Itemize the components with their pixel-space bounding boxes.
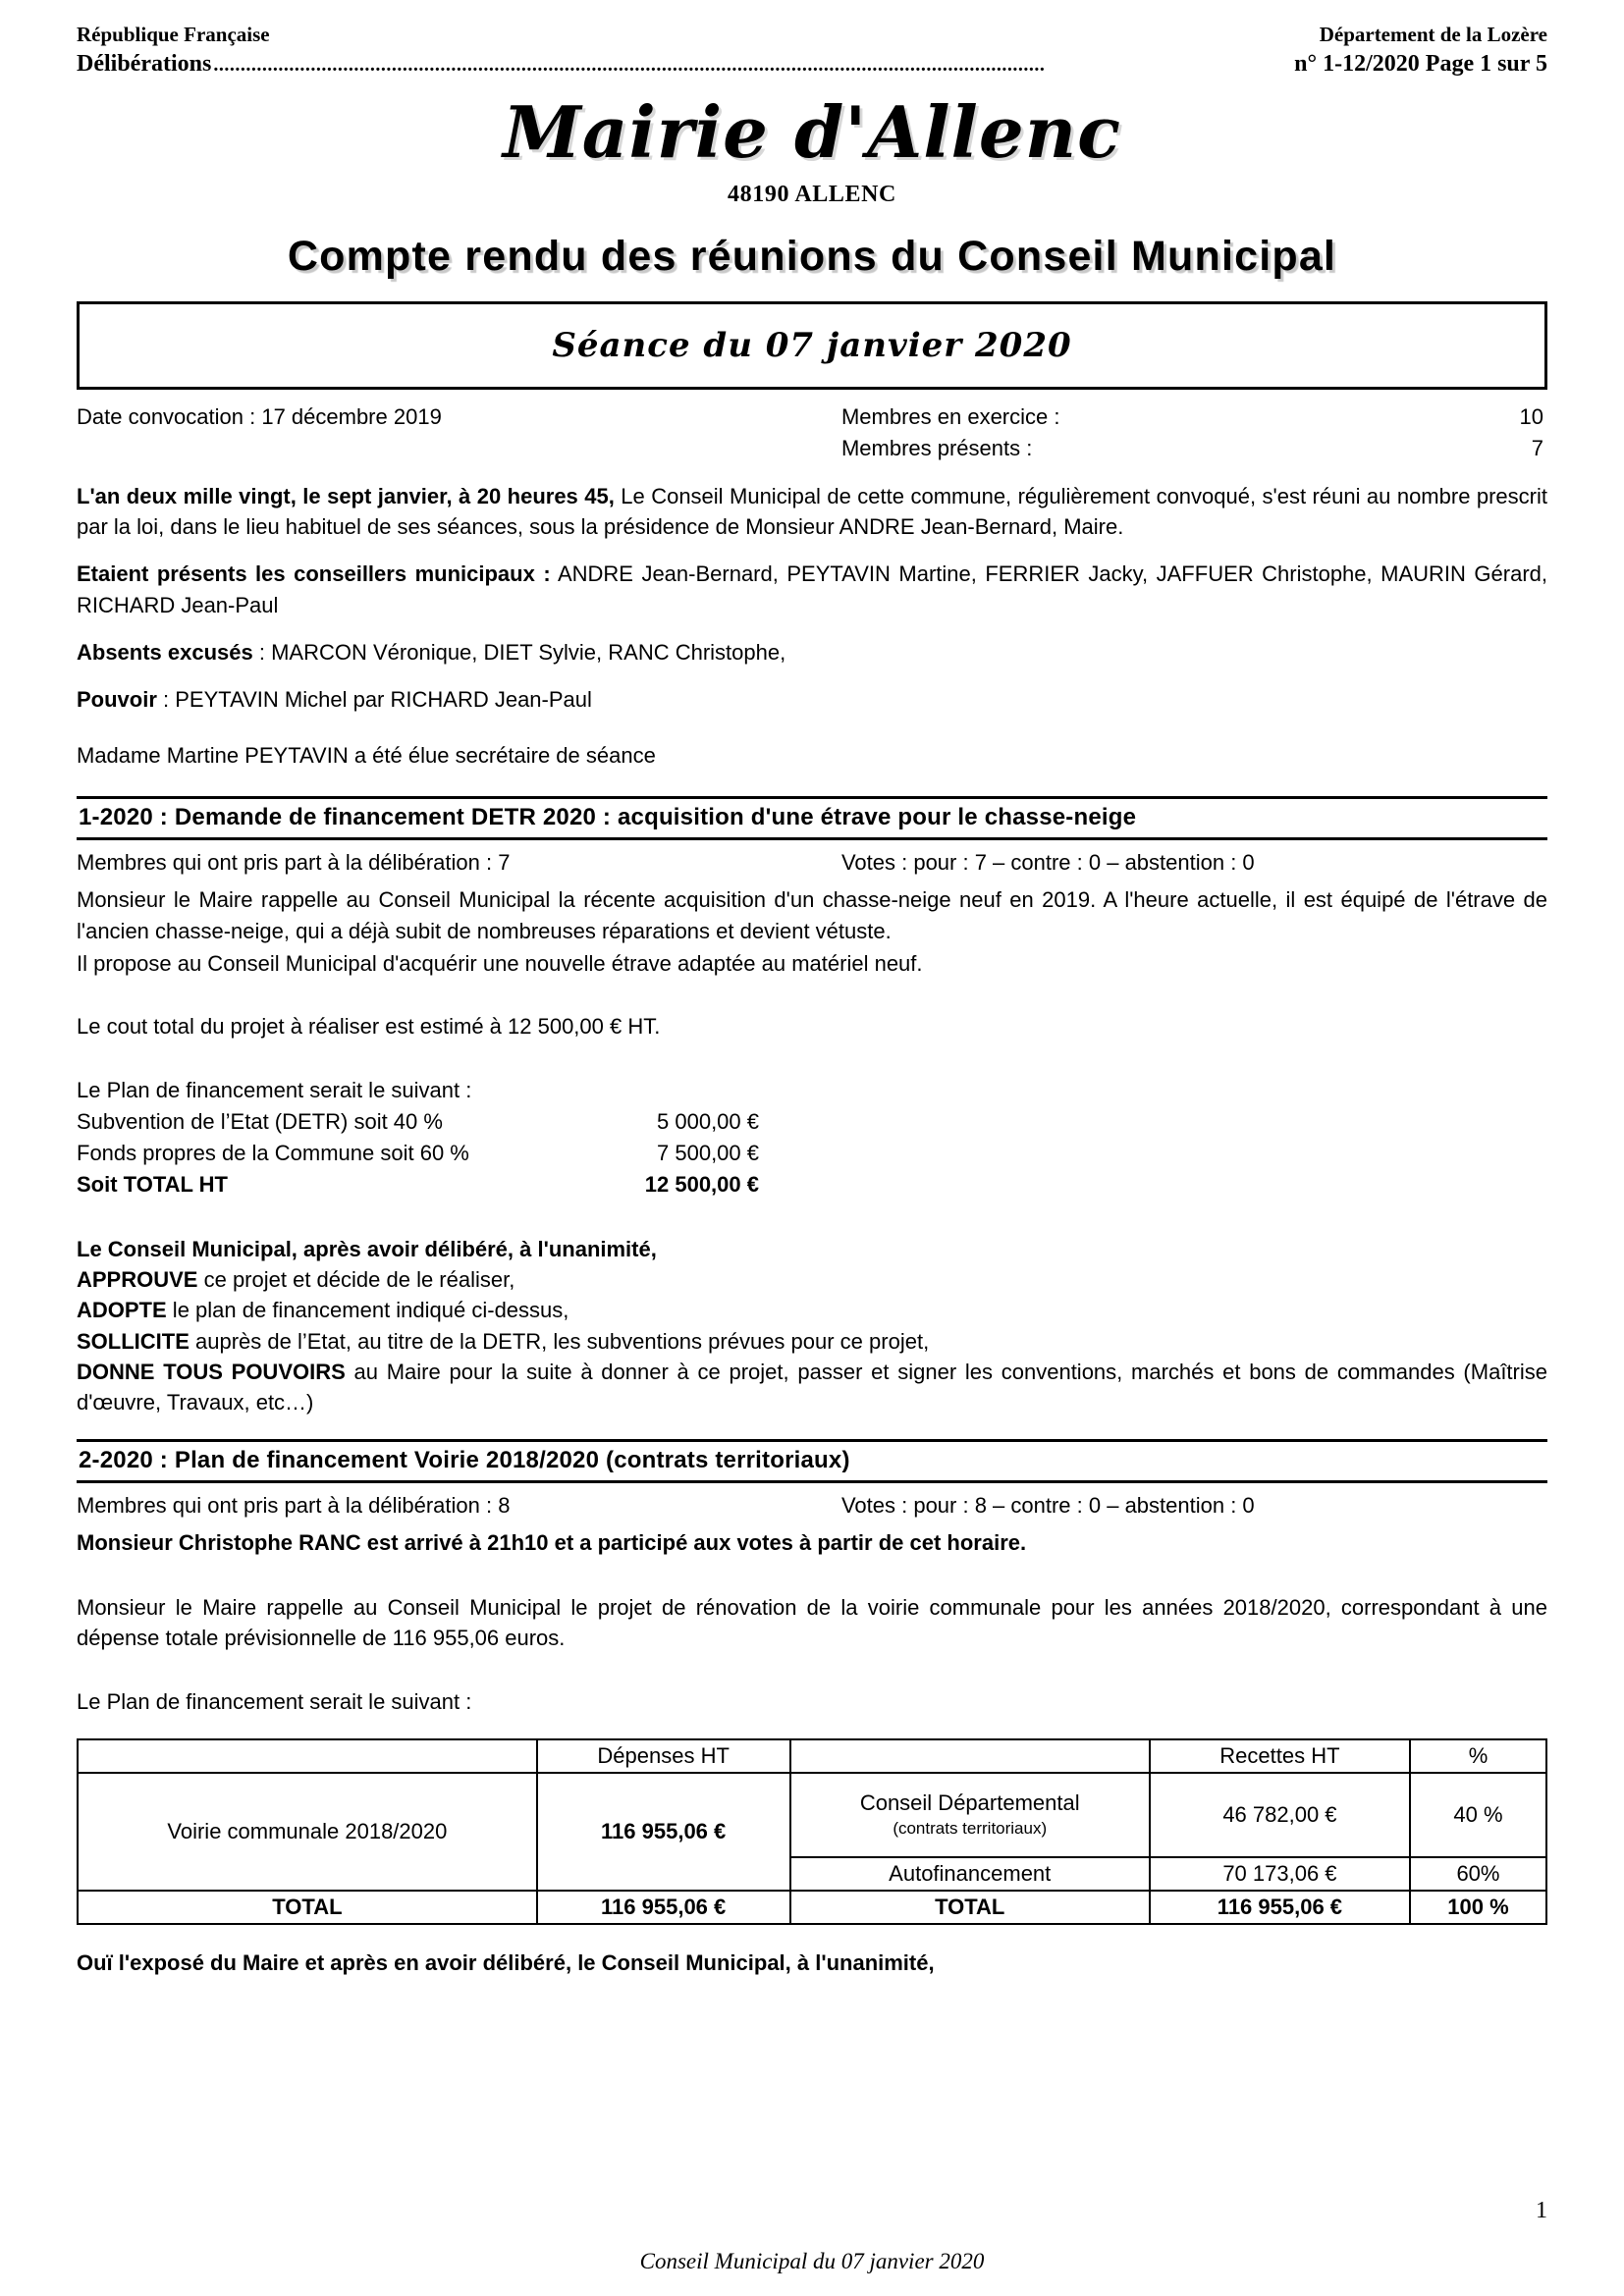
deliberation-1-heading: 1-2020 : Demande de financement DETR 2020 : acquisition d'une étrave pour le chasse-neige bbox=[77, 796, 1547, 840]
opening-paragraph bbox=[77, 481, 1547, 542]
decision-item bbox=[77, 1295, 1547, 1325]
members-present-paragraph bbox=[77, 559, 1547, 619]
decision-text: auprès de l’Etat, au titre de la DETR, les subventions prévues pour ce projet, bbox=[189, 1328, 930, 1354]
members-present-label: Membres présents : bbox=[840, 435, 1033, 460]
members-present-names: ANDRE Jean-Bernard, PEYTAVIN Martine, FERRIER Jacky, JAFFUER Christophe, MAURIN Gérard, RICHARD Jean-Paul bbox=[77, 561, 1547, 617]
finance-row-total bbox=[77, 1169, 1547, 1201]
decision-text: le plan de financement indiqué ci-dessus, bbox=[166, 1298, 569, 1323]
convocation-block bbox=[77, 401, 1547, 464]
finance-row-label: Fonds propres de la Commune soit 60 % bbox=[77, 1141, 469, 1166]
decision-text: au Maire pour la suite à donner à ce projet, passer et signer les conventions, marchés et bons de commandes (Maîtrise d'œuvre, Travaux, etc…) bbox=[77, 1359, 1547, 1415]
header-department-label: Département de la Lozère bbox=[1319, 23, 1547, 46]
seance-box bbox=[77, 301, 1547, 390]
deliberation-1-cost: Le cout total du projet à réaliser est estimé à 12 500,00 € HT. bbox=[77, 1014, 661, 1040]
deliberation-2-votes: Votes : pour : 8 – contre : 0 – abstention : 0 bbox=[840, 1493, 1255, 1519]
page-number: 1 bbox=[1536, 2198, 1547, 2223]
seance-date-title: Séance du 07 janvier 2020 bbox=[552, 326, 1072, 366]
finance-row-amount: 5 000,00 € bbox=[657, 1109, 759, 1135]
decision-item bbox=[77, 1264, 1547, 1295]
table-total-expense-amount: 116 955,06 € bbox=[537, 1891, 790, 1924]
members-present-heading: Etaient présents les conseillers municipaux : bbox=[77, 561, 551, 587]
table-cell-receipt-amount: 46 782,00 € bbox=[1150, 1773, 1410, 1857]
deliberation-1-paragraph-2: Il propose au Conseil Municipal d'acquérir une nouvelle étrave adaptée au matériel neuf. bbox=[77, 950, 923, 976]
decision-keyword: DONNE TOUS POUVOIRS bbox=[77, 1359, 346, 1384]
postal-code-city: 48190 ALLENC bbox=[728, 182, 896, 208]
deliberation-1-votes: Votes : pour : 7 – contre : 0 – abstention : 0 bbox=[840, 850, 1255, 876]
header-reference-number: n° 1-12/2020 Page 1 sur 5 bbox=[1294, 51, 1547, 78]
secretary-paragraph: Madame Martine PEYTAVIN a été élue secrétaire de séance bbox=[77, 743, 656, 769]
members-in-office-label: Membres en exercice : bbox=[840, 404, 1060, 430]
table-row bbox=[78, 1773, 1546, 1857]
power-heading: Pouvoir bbox=[77, 687, 157, 713]
table-cell-expense-label: Voirie communale 2018/2020 bbox=[78, 1773, 537, 1891]
opening-paragraph-body: Le Conseil Municipal de cette commune, régulièrement convoqué, s'est réuni au nombre prescrit par la loi, dans le lieu habituel de ses séances, sous la présidence de Monsieur ANDRE Jean-Bernard, Maire. bbox=[77, 483, 1547, 540]
table-total-row bbox=[78, 1891, 1546, 1924]
table-header-expenses: Dépenses HT bbox=[537, 1739, 790, 1773]
finance-total-label: Soit TOTAL HT bbox=[77, 1172, 228, 1198]
members-counts bbox=[841, 401, 1547, 464]
table-cell-percent: 40 % bbox=[1410, 1773, 1546, 1857]
opening-paragraph-bold-lead: L'an deux mille vingt, le sept janvier, à 20 heures 45, bbox=[77, 483, 615, 508]
receipt-label-sub: (contrats territoriaux) bbox=[893, 1818, 1048, 1838]
absent-heading: Absents excusés bbox=[77, 639, 253, 665]
table-cell-receipt-amount: 70 173,06 € bbox=[1150, 1857, 1410, 1891]
deliberation-1-plan-intro: Le Plan de financement serait le suivant : bbox=[77, 1078, 472, 1103]
table-total-receipt-amount: 116 955,06 € bbox=[1150, 1891, 1410, 1924]
table-header-percent: % bbox=[1410, 1739, 1546, 1773]
header-republic-label: République Française bbox=[77, 23, 270, 46]
power-value: : PEYTAVIN Michel par RICHARD Jean-Paul bbox=[156, 687, 592, 713]
header-dot-leader: .......................................................................................................................................................... bbox=[213, 54, 1046, 77]
power-paragraph bbox=[77, 684, 1547, 715]
decision-item bbox=[77, 1357, 1547, 1417]
deliberation-2-arrival-note: Monsieur Christophe RANC est arrivé à 21h10 et a participé aux votes à partir de cet horaire. bbox=[77, 1530, 1027, 1556]
deliberation-2-heading: 2-2020 : Plan de financement Voirie 2018/2020 (contrats territoriaux) bbox=[77, 1439, 1547, 1483]
deliberation-1-members-part: Membres qui ont pris part à la délibération : 7 bbox=[77, 850, 511, 876]
members-present-value: 7 bbox=[1531, 435, 1543, 460]
convocation-date: Date convocation : 17 décembre 2019 bbox=[77, 404, 442, 430]
table-cell-receipt-label bbox=[790, 1773, 1150, 1857]
table-header-row bbox=[78, 1739, 1546, 1773]
deliberation-2-votes-row bbox=[77, 1493, 1547, 1519]
document-header-top bbox=[77, 22, 1547, 47]
table-cell-percent: 60% bbox=[1410, 1857, 1546, 1891]
decision-text: ce projet et décide de le réaliser, bbox=[197, 1267, 515, 1293]
document-header-reference-row bbox=[77, 49, 1547, 80]
members-in-office-row bbox=[841, 401, 1547, 433]
deliberation-1-finance-plan bbox=[77, 1075, 1547, 1201]
finance-row-label: Subvention de l’Etat (DETR) soit 40 % bbox=[77, 1109, 443, 1135]
table-corner-cell bbox=[78, 1739, 537, 1773]
receipt-label-main: Conseil Départemental bbox=[859, 1789, 1080, 1815]
deliberation-1-decisions bbox=[77, 1234, 1547, 1417]
absent-names: : MARCON Véronique, DIET Sylvie, RANC Christophe, bbox=[252, 639, 786, 665]
mairie-logo-wordmark: Mairie d'Allenc bbox=[503, 90, 1121, 175]
table-header-receipts: Recettes HT bbox=[1150, 1739, 1410, 1773]
absent-paragraph bbox=[77, 637, 1547, 667]
finance-row bbox=[77, 1138, 1547, 1169]
table-cell-receipt-label: Autofinancement bbox=[790, 1857, 1150, 1891]
page-title: Compte rendu des réunions du Conseil Municipal bbox=[287, 233, 1337, 281]
deliberation-2-members-part: Membres qui ont pris part à la délibération : 8 bbox=[77, 1493, 511, 1519]
members-present-row bbox=[841, 433, 1547, 464]
table-total-expense-label: TOTAL bbox=[78, 1891, 537, 1924]
finance-total-amount: 12 500,00 € bbox=[644, 1172, 759, 1198]
decision-item bbox=[77, 1326, 1547, 1357]
deliberation-2-paragraph-1: Monsieur le Maire rappelle au Conseil Municipal le projet de rénovation de la voirie communale pour les années 2018/2020, correspondant à une dépense totale prévisionnelle de 116 955,06 euros. bbox=[77, 1594, 1547, 1650]
members-in-office-value: 10 bbox=[1519, 404, 1543, 430]
decision-keyword: SOLLICITE bbox=[77, 1328, 189, 1354]
table-cell-expense-amount: 116 955,06 € bbox=[537, 1773, 790, 1891]
table-total-percent: 100 % bbox=[1410, 1891, 1546, 1924]
deliberation-2-closing: Ouï l'exposé du Maire et après en avoir délibéré, le Conseil Municipal, à l'unanimité, bbox=[77, 1950, 935, 1976]
finance-row-amount: 7 500,00 € bbox=[657, 1141, 759, 1166]
header-deliberations-label: Délibérations bbox=[77, 51, 212, 78]
financing-plan-table bbox=[77, 1738, 1547, 1925]
document-footer: Conseil Municipal du 07 janvier 2020 bbox=[639, 2249, 985, 2273]
deliberation-1-paragraph-1: Monsieur le Maire rappelle au Conseil Municipal la récente acquisition d'un chasse-neige neuf en 2019. A l'heure actuelle, il est équipé de l'étrave de l'ancien chasse-neige, qui a déjà subit de nombreuses réparations et devient vétuste. bbox=[77, 887, 1547, 943]
table-header-receipts-label bbox=[790, 1739, 1150, 1773]
deliberation-1-votes-row bbox=[77, 850, 1547, 876]
decision-keyword: ADOPTE bbox=[77, 1298, 167, 1323]
finance-row bbox=[77, 1106, 1547, 1138]
decision-intro: Le Conseil Municipal, après avoir délibéré, à l'unanimité, bbox=[77, 1236, 657, 1261]
table-total-receipt-label: TOTAL bbox=[790, 1891, 1150, 1924]
deliberation-2-plan-intro: Le Plan de financement serait le suivant : bbox=[77, 1689, 472, 1715]
decision-keyword: APPROUVE bbox=[77, 1267, 198, 1293]
